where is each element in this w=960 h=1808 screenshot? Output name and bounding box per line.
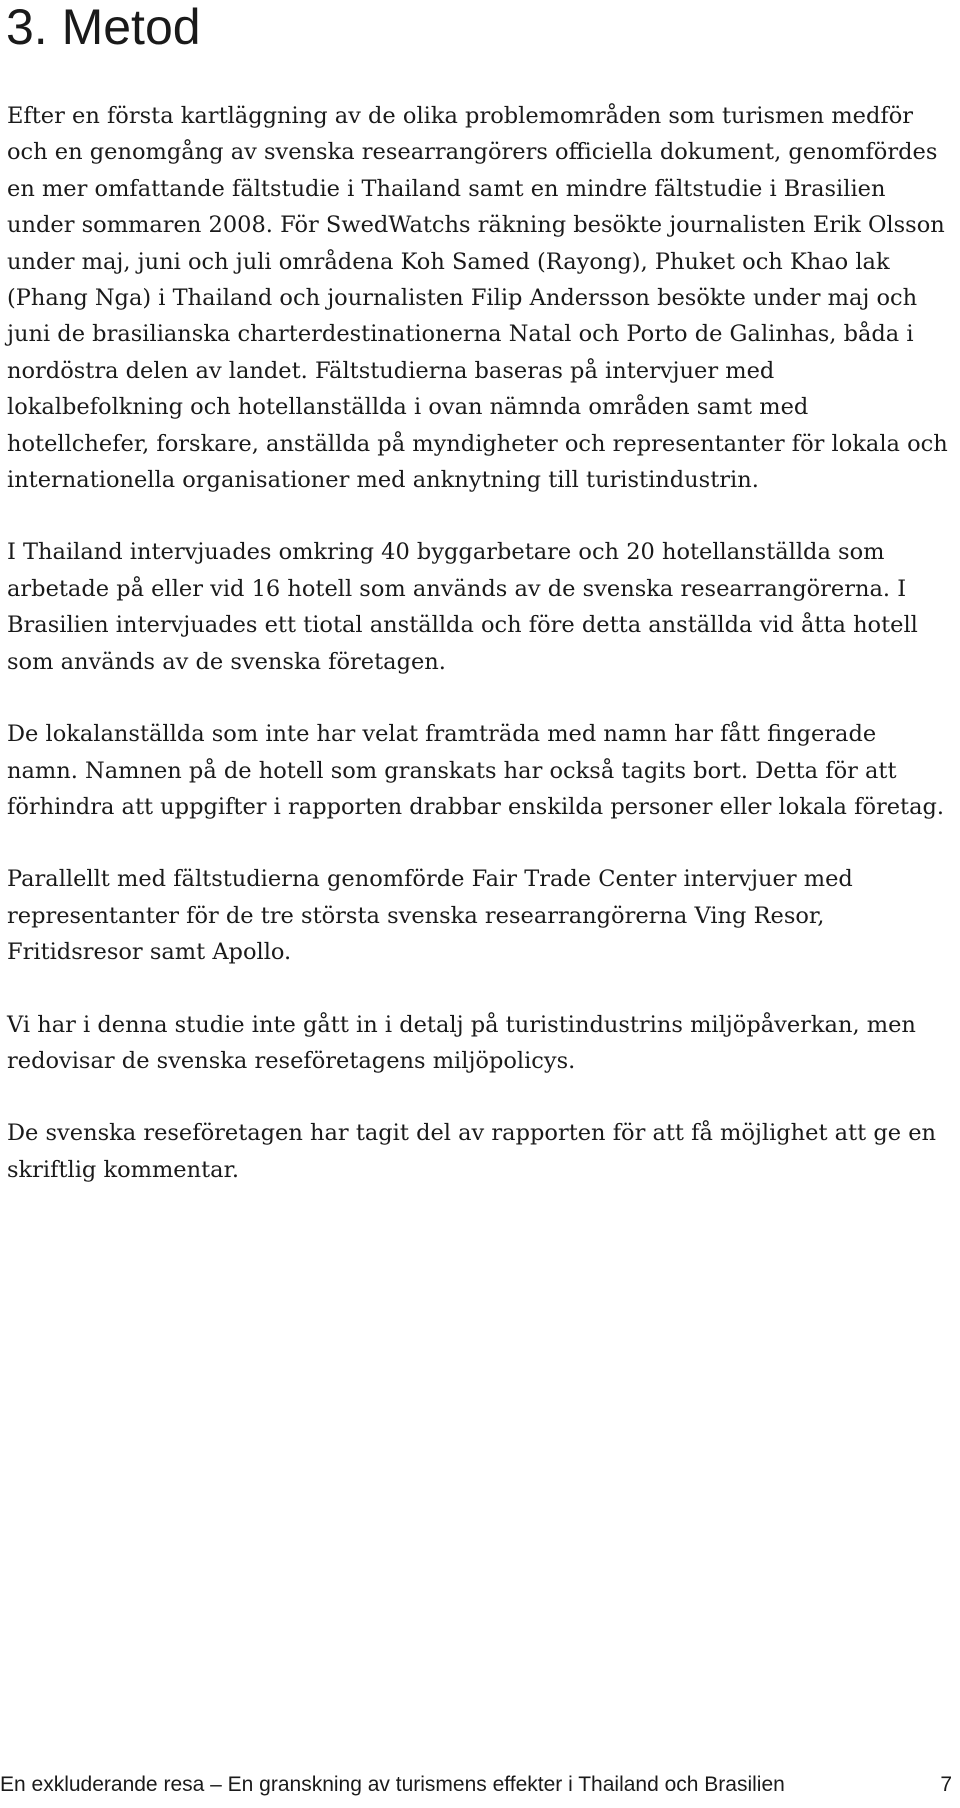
- paragraph-environment-scope: Vi har i denna studie inte gått in i detalj på turistindustrins miljöpåverkan, men redovisar de svenska reseföretagens miljöpolicys.: [7, 1011, 916, 1074]
- paragraph-interviews-count: I Thailand intervjuades omkring 40 byggarbetare och 20 hotellanställda som arbetade på eller vid 16 hotell som används av de svenska researrangörerna. I Brasilien intervjuades ett tiotal anställda och före detta anställda vid åtta hotell som används av de svenska företagen.: [7, 539, 918, 675]
- body-text: [7, 98, 949, 1224]
- footer-report-title: En exkluderande resa – En granskning av turismens effekter i Thailand och Brasilien: [0, 1773, 785, 1796]
- page-number: 7: [940, 1773, 952, 1796]
- paragraph-anonymization: De lokalanställda som inte har velat framträda med namn har fått fingerade namn. Namnen på de hotell som granskats har också tagits bort. Detta för att förhindra att uppgifter i rapporten drabbar enskilda personer eller lokala företag.: [7, 721, 945, 820]
- paragraph-company-comments: De svenska reseföretagen har tagit del av rapporten för att få möjlighet att ge en skriftlig kommentar.: [7, 1120, 937, 1183]
- paragraph-method-overview: Efter en första kartläggning av de olika problemområden som turismen medför och en genomgång av svenska researrangörers officiella dokument, genomfördes en mer omfattande fältstudie i Thailand samt en mindre fältstudie i Brasilien under sommaren 2008. För SwedWatchs räkning besökte journalisten Erik Olsson under maj, juni och juli områdena Koh Samed (Rayong), Phuket och Khao lak (Phang Nga) i Thailand och journalisten Filip Andersson besökte under maj och juni de brasilianska charterdestinationerna Natal och Porto de Galinhas, båda i nordöstra delen av landet. Fältstudierna baseras på intervjuer med lokalbefolkning och hotellanställda i ovan nämnda områden samt med hotellchefer, forskare, anställda på myndigheter och representanter för lokala och internationella organisationer med anknytning till turistindustrin.: [7, 103, 948, 494]
- page-footer: [0, 1770, 952, 1800]
- page-title: 3. Metod: [6, 0, 201, 55]
- paragraph-tour-operator-interviews: Parallellt med fältstudierna genomförde Fair Trade Center intervjuer med representanter för de tre största svenska researrangörerna Ving Resor, Fritidsresor samt Apollo.: [7, 866, 853, 966]
